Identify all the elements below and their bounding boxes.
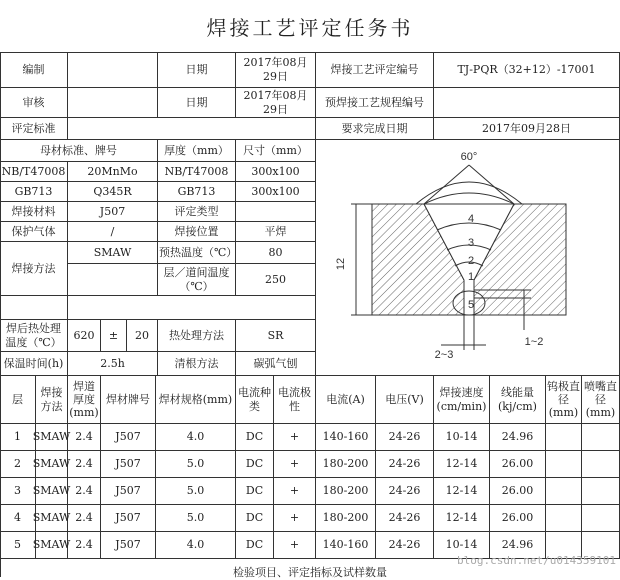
table-cell: DC	[236, 451, 274, 478]
table-cell: 26.00	[490, 451, 546, 478]
table-cell: 140-160	[316, 424, 376, 451]
table-header-cell: 焊道厚度(mm)	[68, 376, 101, 424]
value-bianzhi	[68, 52, 158, 88]
header-thickness: 厚度（mm）	[158, 140, 236, 162]
table-header-cell: 电流种类	[236, 376, 274, 424]
label-pqr-number: 焊接工艺评定编号	[316, 52, 434, 88]
table-cell: 1	[0, 424, 36, 451]
table-header-cell: 电流(A)	[316, 376, 376, 424]
table-cell: 2.4	[68, 424, 101, 451]
table-cell: 24-26	[376, 532, 434, 559]
table-cell: +	[274, 505, 316, 532]
base-thick-2: GB713	[158, 182, 236, 202]
header-size: 尺寸（mm）	[236, 140, 316, 162]
header-base-metal: 母材标准、牌号	[0, 140, 158, 162]
table-cell	[582, 451, 620, 478]
table-cell: SMAW	[36, 478, 68, 505]
label-preheat: 预热温度（℃）	[158, 242, 236, 264]
blank-left	[0, 296, 68, 320]
table-cell: 180-200	[316, 451, 376, 478]
value-weld-position: 平焊	[236, 222, 316, 242]
watermark: blog.csdn.net/u014359101	[457, 554, 616, 567]
value-heat-method: SR	[236, 320, 316, 352]
value-wps-number	[434, 88, 620, 118]
table-cell: 10-14	[434, 424, 490, 451]
layer-5: 5	[467, 298, 474, 311]
table-cell: 24-26	[376, 424, 434, 451]
table-cell: DC	[236, 505, 274, 532]
label-heat-method: 热处理方法	[158, 320, 236, 352]
root-face-label: 1~2	[524, 335, 543, 348]
value-pqr-number: TJ-PQR（32+12）-17001	[434, 52, 620, 88]
table-cell: 24-26	[376, 478, 434, 505]
label-weld-position: 焊接位置	[158, 222, 236, 242]
table-cell	[582, 424, 620, 451]
table-cell: +	[274, 424, 316, 451]
label-shenhe: 审核	[0, 88, 68, 118]
joint-diagram	[316, 140, 620, 376]
table-cell: 180-200	[316, 505, 376, 532]
base-std-1: NB/T47008	[0, 162, 68, 182]
table-cell: 2	[0, 451, 36, 478]
table-header-cell: 焊材牌号	[101, 376, 156, 424]
page-title: 焊接工艺评定任务书	[206, 16, 414, 40]
table-header-cell: 层	[0, 376, 36, 424]
value-weld-material: J507	[68, 202, 158, 222]
table-cell: 12-14	[434, 478, 490, 505]
footer-section-title: 检验项目、评定指标及试样数量	[233, 566, 387, 579]
value-due-date: 2017年09月28日	[434, 118, 620, 140]
base-grade-2: Q345R	[68, 182, 158, 202]
value-date-1: 2017年08月29日	[236, 52, 316, 88]
value-preheat: 80	[236, 242, 316, 264]
label-wps-number: 预焊接工艺规程编号	[316, 88, 434, 118]
table-cell	[546, 478, 582, 505]
table-cell: SMAW	[36, 505, 68, 532]
value-eval-type	[236, 202, 316, 222]
label-pwht-temp: 焊后热处理温度（℃）	[0, 320, 68, 352]
table-cell: 26.00	[490, 478, 546, 505]
value-hold-time: 2.5h	[68, 352, 158, 376]
table-cell	[546, 505, 582, 532]
label-interpass: 层／道间温度（℃）	[158, 264, 236, 296]
table-cell: 24-26	[376, 505, 434, 532]
table-header-cell: 钨极直径(mm)	[546, 376, 582, 424]
table-header-cell: 电流极性	[274, 376, 316, 424]
table-cell: SMAW	[36, 424, 68, 451]
label-back-gouge: 清根方法	[158, 352, 236, 376]
label-hold-time: 保温时间(h)	[0, 352, 68, 376]
table-cell	[582, 478, 620, 505]
label-bianzhi: 编制	[0, 52, 68, 88]
table-cell: 26.00	[490, 505, 546, 532]
table-cell: DC	[236, 424, 274, 451]
base-thick-1: NB/T47008	[158, 162, 236, 182]
gap-label: 2~3	[434, 348, 453, 361]
table-cell: 12-14	[434, 505, 490, 532]
table-cell: 5.0	[156, 451, 236, 478]
value-date-2: 2017年08月29日	[236, 88, 316, 118]
table-cell: 3	[0, 478, 36, 505]
table-cell: 2.4	[68, 532, 101, 559]
value-shield-gas: /	[68, 222, 158, 242]
label-date-2: 日期	[158, 88, 236, 118]
table-cell: 2.4	[68, 451, 101, 478]
table-cell: 4.0	[156, 424, 236, 451]
table-cell: 2.4	[68, 478, 101, 505]
table-cell: 2.4	[68, 505, 101, 532]
label-eval-type: 评定类型	[158, 202, 236, 222]
base-size-1: 300x100	[236, 162, 316, 182]
table-cell	[546, 424, 582, 451]
layer-3: 3	[467, 236, 474, 249]
table-cell: J507	[101, 424, 156, 451]
table-cell: 180-200	[316, 478, 376, 505]
table-cell: 10-14	[434, 532, 490, 559]
layer-4: 4	[467, 212, 474, 225]
table-cell: 4.0	[156, 532, 236, 559]
table-cell: DC	[236, 478, 274, 505]
label-date-1: 日期	[158, 52, 236, 88]
base-size-2: 300x100	[236, 182, 316, 202]
table-cell: +	[274, 451, 316, 478]
table-cell: J507	[101, 532, 156, 559]
value-shenhe	[68, 88, 158, 118]
value-weld-method-2	[68, 264, 158, 296]
table-cell: 5	[0, 532, 36, 559]
table-cell: J507	[101, 478, 156, 505]
label-standard: 评定标准	[0, 118, 68, 140]
thickness-label: 12	[334, 257, 347, 270]
value-pwht-temp: 620	[68, 320, 101, 352]
value-pwht-pm: ±	[101, 320, 127, 352]
layer-1: 1	[467, 270, 474, 283]
table-cell: 24.96	[490, 424, 546, 451]
table-header-cell: 焊材规格(mm)	[156, 376, 236, 424]
table-header-cell: 焊接方法	[36, 376, 68, 424]
table-header-cell: 线能量(kj/cm)	[490, 376, 546, 424]
layer-2: 2	[467, 254, 474, 267]
table-cell: 12-14	[434, 451, 490, 478]
table-cell: SMAW	[36, 532, 68, 559]
label-weld-material: 焊接材料	[0, 202, 68, 222]
table-cell: J507	[101, 505, 156, 532]
table-cell: DC	[236, 532, 274, 559]
joint-diagram-cell	[316, 140, 620, 376]
value-standard	[68, 118, 316, 140]
table-cell	[582, 505, 620, 532]
table-cell: 4	[0, 505, 36, 532]
table-header-cell: 电压(V)	[376, 376, 434, 424]
table-cell: SMAW	[36, 451, 68, 478]
table-cell: 5.0	[156, 505, 236, 532]
base-grade-1: 20MnMo	[68, 162, 158, 182]
label-due-date: 要求完成日期	[316, 118, 434, 140]
table-header-cell: 喷嘴直径(mm)	[582, 376, 620, 424]
label-weld-method: 焊接方法	[0, 242, 68, 296]
value-weld-method: SMAW	[68, 242, 158, 264]
table-cell	[546, 451, 582, 478]
table-cell: 140-160	[316, 532, 376, 559]
label-shield-gas: 保护气体	[0, 222, 68, 242]
table-cell: J507	[101, 451, 156, 478]
table-cell: 5.0	[156, 478, 236, 505]
angle-label: 60°	[460, 150, 477, 163]
table-cell: +	[274, 532, 316, 559]
value-pwht-tol: 20	[127, 320, 158, 352]
table-header-cell: 焊接速度(cm/min)	[434, 376, 490, 424]
table-cell: 24-26	[376, 451, 434, 478]
table-cell: 24.96	[490, 532, 546, 559]
blank-mid	[68, 296, 316, 320]
value-back-gouge: 碳弧气刨	[236, 352, 316, 376]
value-interpass: 250	[236, 264, 316, 296]
table-cell: +	[274, 478, 316, 505]
base-std-2: GB713	[0, 182, 68, 202]
